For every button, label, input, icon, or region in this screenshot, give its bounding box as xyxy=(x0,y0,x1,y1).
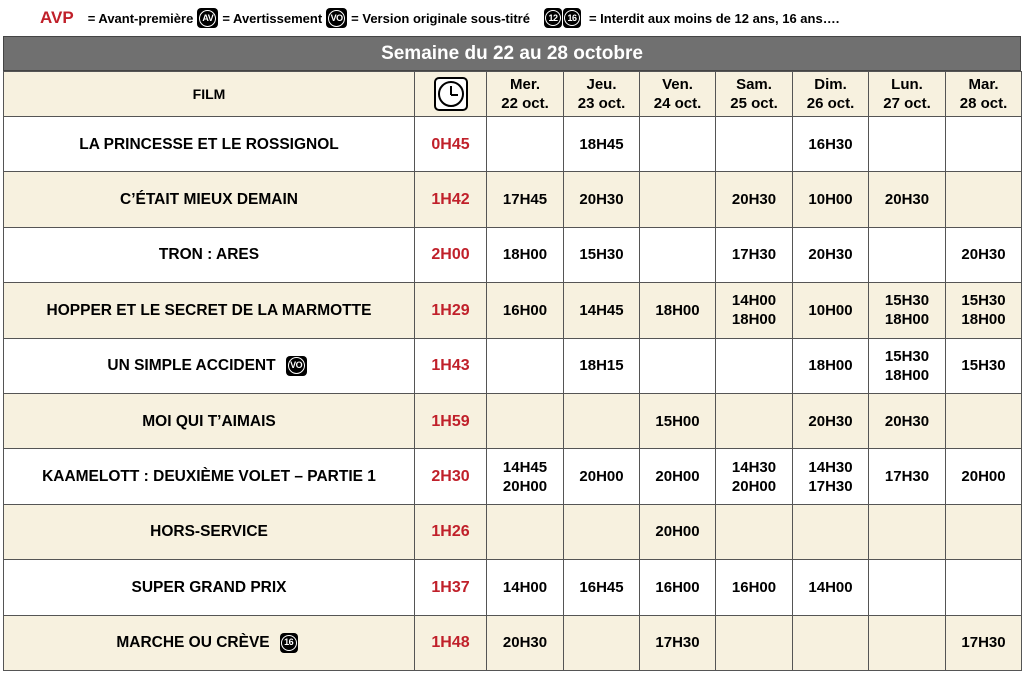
age-12-badge-icon xyxy=(544,8,562,28)
showtime: 18H00 xyxy=(884,366,930,384)
showtime: 20H00 xyxy=(655,468,700,486)
showtime-cell xyxy=(564,393,640,448)
showtime-cell xyxy=(640,504,716,559)
showtime-cell xyxy=(869,504,946,559)
showtime: 17H30 xyxy=(884,468,930,486)
showtime-cell xyxy=(716,504,793,559)
film-row xyxy=(4,393,1022,448)
film-duration: 0H45 xyxy=(415,117,487,172)
film-duration: 1H43 xyxy=(415,338,487,393)
av-badge-icon xyxy=(197,8,218,28)
film-title-cell xyxy=(4,338,415,393)
showtime-cell xyxy=(640,283,716,338)
showtime-cell xyxy=(640,227,716,282)
film-title-cell xyxy=(4,393,415,448)
showtime-cell xyxy=(716,560,793,615)
film-row xyxy=(4,504,1022,559)
showtime: 18H00 xyxy=(961,311,1006,329)
vo-description: = Version originale sous-titré xyxy=(351,10,530,26)
film-title-cell xyxy=(4,560,415,615)
showtime: 20H30 xyxy=(808,246,853,264)
day-header: Ven. 24 oct. xyxy=(640,72,716,117)
showtime: 20H00 xyxy=(731,477,777,495)
showtime: 14H45 xyxy=(579,301,624,319)
showtime: 18H00 xyxy=(731,311,777,329)
film-row xyxy=(4,338,1022,393)
film-title-cell xyxy=(4,449,415,504)
legend-bar xyxy=(0,0,1024,36)
showtime-cell xyxy=(716,117,793,172)
showtime: 10H00 xyxy=(808,301,853,319)
showtime-cell xyxy=(946,227,1022,282)
showtime-cell xyxy=(487,172,564,227)
showtime: 14H00 xyxy=(808,578,853,596)
film-row xyxy=(4,615,1022,670)
showtime: 18H45 xyxy=(579,135,624,153)
showtime-cell xyxy=(869,338,946,393)
film-title: MARCHE OU CRÈVE xyxy=(116,633,270,651)
av-badge-label: AV xyxy=(199,10,216,27)
showtime: 15H30 xyxy=(884,292,930,310)
showtime-cell xyxy=(946,615,1022,670)
showtime-cell xyxy=(793,615,869,670)
showtime-cell xyxy=(487,560,564,615)
film-duration: 1H29 xyxy=(415,283,487,338)
film-duration: 1H26 xyxy=(415,504,487,559)
film-row xyxy=(4,172,1022,227)
vo-badge-icon xyxy=(286,356,307,376)
showtime: 17H30 xyxy=(731,246,777,264)
showtime-cell xyxy=(793,227,869,282)
showtime: 18H00 xyxy=(655,301,700,319)
week-title: Semaine du 22 au 28 octobre xyxy=(3,36,1021,71)
showtime-cell xyxy=(564,172,640,227)
showtime-cell xyxy=(793,393,869,448)
film-badge-label: VO xyxy=(288,357,305,374)
showtime: 17H30 xyxy=(961,634,1006,652)
showtime: 14H30 xyxy=(731,458,777,476)
showtime-cell xyxy=(946,504,1022,559)
showtime: 16H00 xyxy=(502,301,548,319)
film-duration: 1H59 xyxy=(415,393,487,448)
showtime: 18H00 xyxy=(502,246,548,264)
showtime-cell xyxy=(487,283,564,338)
showtime-cell xyxy=(869,449,946,504)
showtime-cell xyxy=(869,393,946,448)
film-row xyxy=(4,117,1022,172)
showtime-cell xyxy=(640,172,716,227)
header-row xyxy=(4,72,1022,117)
showtime-cell xyxy=(869,117,946,172)
film-title: MOI QUI T’AIMAIS xyxy=(142,412,276,430)
age-16-badge-icon xyxy=(280,633,298,653)
showtime: 15H30 xyxy=(961,357,1006,375)
showtime-cell xyxy=(869,283,946,338)
showtime: 20H00 xyxy=(502,477,548,495)
day-header: Mar. 28 oct. xyxy=(946,72,1022,117)
showtime: 17H45 xyxy=(502,191,548,209)
showtime-cell xyxy=(487,393,564,448)
showtime-cell xyxy=(946,283,1022,338)
age-description: = Interdit aux moins de 12 ans, 16 ans…. xyxy=(588,10,840,26)
showtime-cell xyxy=(640,393,716,448)
age-16-badge-label: 16 xyxy=(564,10,580,26)
showtime-cell xyxy=(869,227,946,282)
showtime-cell xyxy=(564,560,640,615)
showtime: 20H30 xyxy=(502,634,548,652)
showtime-cell xyxy=(487,117,564,172)
showtime-cell xyxy=(869,560,946,615)
age-16-badge-icon xyxy=(563,8,581,28)
showtime-cell xyxy=(564,338,640,393)
age-12-badge-label: 12 xyxy=(545,10,561,26)
showtime-cell xyxy=(869,172,946,227)
clock-icon xyxy=(434,77,468,111)
showtime-cell xyxy=(793,117,869,172)
showtime: 20H30 xyxy=(884,412,930,430)
showtime-cell xyxy=(640,615,716,670)
showtime-cell xyxy=(564,615,640,670)
showtime: 14H30 xyxy=(808,458,853,476)
showtime: 15H30 xyxy=(961,292,1006,310)
day-header: Sam. 25 oct. xyxy=(716,72,793,117)
showtime: 18H00 xyxy=(884,311,930,329)
showtime: 20H30 xyxy=(579,191,624,209)
film-title: SUPER GRAND PRIX xyxy=(131,578,287,596)
showtime: 20H30 xyxy=(961,246,1006,264)
showtime-cell xyxy=(946,393,1022,448)
showtime-cell xyxy=(716,615,793,670)
film-title-cell xyxy=(4,117,415,172)
film-title-cell xyxy=(4,283,415,338)
showtime-cell xyxy=(487,338,564,393)
showtime: 10H00 xyxy=(808,191,853,209)
showtime-cell xyxy=(564,283,640,338)
film-row xyxy=(4,227,1022,282)
schedule-table xyxy=(3,71,1022,671)
film-row xyxy=(4,560,1022,615)
film-title: UN SIMPLE ACCIDENT xyxy=(107,356,276,374)
showtime-cell xyxy=(487,615,564,670)
film-title-cell xyxy=(4,227,415,282)
film-title: HOPPER ET LE SECRET DE LA MARMOTTE xyxy=(46,301,372,319)
film-duration: 1H37 xyxy=(415,560,487,615)
showtime-cell xyxy=(487,449,564,504)
showtime-cell xyxy=(640,117,716,172)
showtime-cell xyxy=(946,172,1022,227)
showtime-cell xyxy=(640,338,716,393)
film-row xyxy=(4,449,1022,504)
day-header: Mer. 22 oct. xyxy=(487,72,564,117)
showtime: 20H00 xyxy=(961,468,1006,486)
av-description: = Avertissement xyxy=(222,10,323,26)
film-title: C’ÉTAIT MIEUX DEMAIN xyxy=(120,191,298,209)
film-column-header: FILM xyxy=(4,72,415,117)
showtime-cell xyxy=(946,560,1022,615)
showtime-cell xyxy=(716,338,793,393)
film-title-cell xyxy=(4,172,415,227)
showtime-cell xyxy=(487,504,564,559)
showtime-cell xyxy=(564,227,640,282)
showtime-cell xyxy=(793,283,869,338)
showtime-cell xyxy=(793,560,869,615)
film-title-cell xyxy=(4,615,415,670)
showtime: 16H30 xyxy=(808,135,853,153)
film-badge-label: 16 xyxy=(281,635,297,651)
film-title-cell xyxy=(4,504,415,559)
film-duration: 2H00 xyxy=(415,227,487,282)
showtime: 16H00 xyxy=(655,578,700,596)
film-duration: 1H42 xyxy=(415,172,487,227)
avp-code: AVP xyxy=(40,8,74,27)
showtime: 14H45 xyxy=(502,458,548,476)
showtime-cell xyxy=(564,504,640,559)
showtime-cell xyxy=(869,615,946,670)
showtime: 20H00 xyxy=(579,468,624,486)
showtime: 16H00 xyxy=(731,578,777,596)
vo-badge-label: VO xyxy=(328,10,345,27)
showtime: 20H30 xyxy=(731,191,777,209)
showtime: 16H45 xyxy=(579,578,624,596)
showtime: 20H30 xyxy=(884,191,930,209)
showtime-cell xyxy=(564,117,640,172)
film-title: TRON : ARES xyxy=(158,246,260,264)
showtime-cell xyxy=(716,227,793,282)
showtime: 18H15 xyxy=(579,357,624,375)
showtime-cell xyxy=(640,449,716,504)
showtime: 20H00 xyxy=(655,523,700,541)
showtime-cell xyxy=(946,338,1022,393)
showtime-cell xyxy=(793,172,869,227)
showtime: 18H00 xyxy=(808,357,853,375)
film-title: HORS-SERVICE xyxy=(150,523,268,541)
showtime: 20H30 xyxy=(808,412,853,430)
showtime-cell xyxy=(487,227,564,282)
film-duration: 1H48 xyxy=(415,615,487,670)
showtime-cell xyxy=(640,560,716,615)
day-header: Dim. 26 oct. xyxy=(793,72,869,117)
showtime: 15H00 xyxy=(655,412,700,430)
showtime-cell xyxy=(946,449,1022,504)
duration-column-header xyxy=(415,72,487,117)
showtime-cell xyxy=(716,172,793,227)
film-duration: 2H30 xyxy=(415,449,487,504)
day-header: Lun. 27 oct. xyxy=(869,72,946,117)
day-header: Jeu. 23 oct. xyxy=(564,72,640,117)
showtime-cell xyxy=(793,338,869,393)
showtime: 17H30 xyxy=(808,477,853,495)
showtime-cell xyxy=(564,449,640,504)
showtime-cell xyxy=(946,117,1022,172)
film-title: KAAMELOTT : DEUXIÈME VOLET – PARTIE 1 xyxy=(42,468,376,486)
showtime: 14H00 xyxy=(502,578,548,596)
showtime: 15H30 xyxy=(579,246,624,264)
showtime-cell xyxy=(793,449,869,504)
showtime: 14H00 xyxy=(731,292,777,310)
avp-description: = Avant-première xyxy=(87,10,194,26)
film-rows xyxy=(4,117,1022,671)
showtime: 17H30 xyxy=(655,634,700,652)
vo-badge-icon xyxy=(326,8,347,28)
showtime-cell xyxy=(716,283,793,338)
film-title: LA PRINCESSE ET LE ROSSIGNOL xyxy=(79,135,339,153)
film-row xyxy=(4,283,1022,338)
showtime-cell xyxy=(716,393,793,448)
showtime: 15H30 xyxy=(884,347,930,365)
showtime-cell xyxy=(716,449,793,504)
showtime-cell xyxy=(793,504,869,559)
